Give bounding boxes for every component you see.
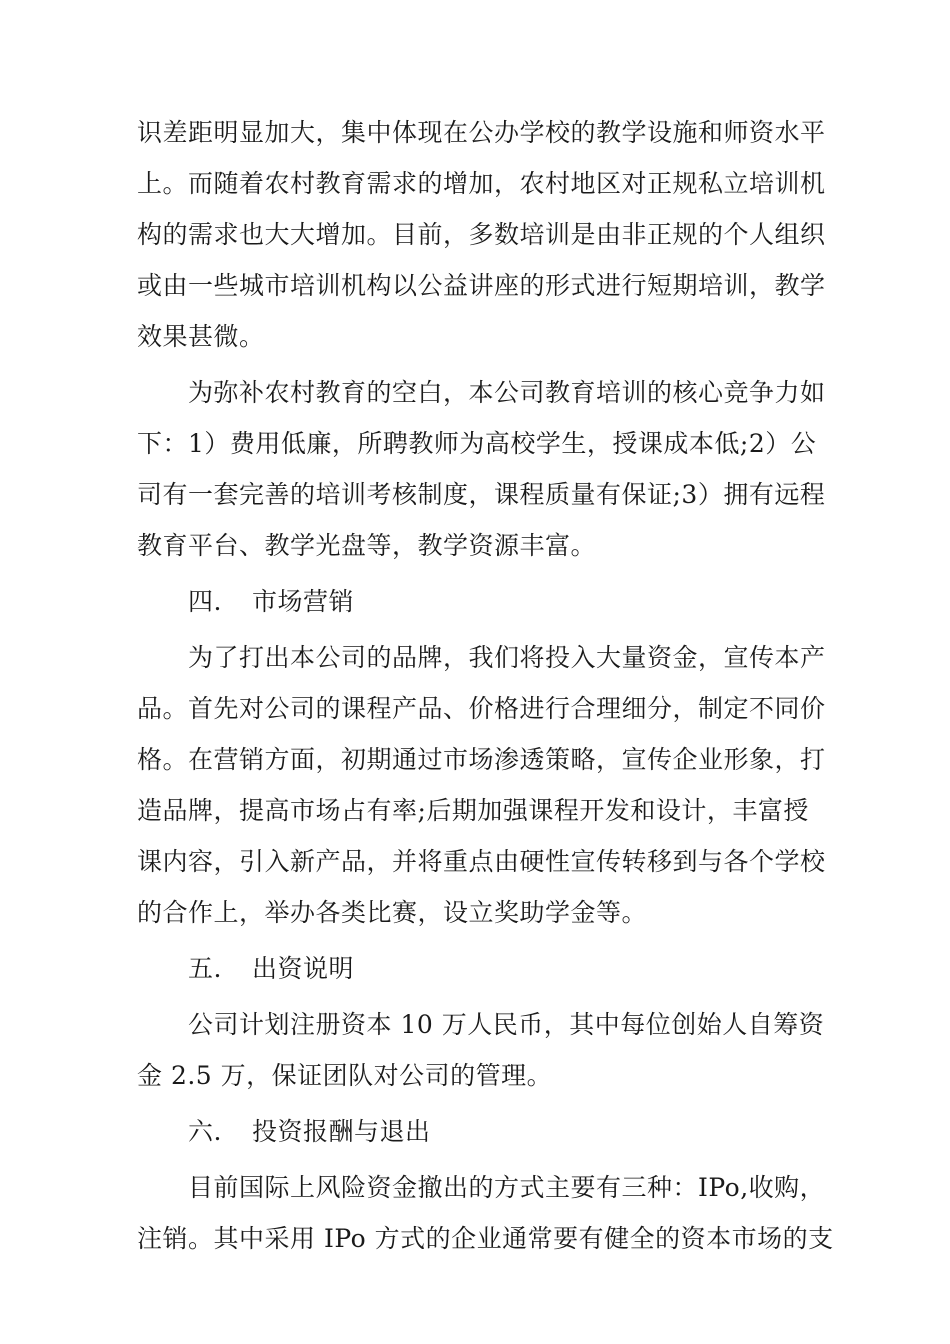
text-line: 金 2.5 万，保证团队对公司的管理。	[137, 1061, 553, 1090]
text-line: 注销。其中采用 IPo 方式的企业通常要有健全的资本市场的支	[137, 1224, 834, 1253]
text-line: 下：1）费用低廉，所聘教师为高校学生，授课成本低;2）公	[137, 429, 817, 458]
section-heading-returns	[137, 1106, 827, 1157]
section-title: 市场营销	[252, 587, 355, 616]
paragraph-continuation	[137, 107, 827, 362]
text-line: 课内容，引入新产品，并将重点由硬性宣传转移到与各个学校	[137, 847, 826, 876]
section-number: 五.	[188, 954, 222, 983]
text-line: 司有一套完善的培训考核制度，课程质量有保证;3）拥有远程	[137, 480, 826, 509]
text-line: 造品牌，提高市场占有率;后期加强课程开发和设计，丰富授	[137, 796, 809, 825]
text-line: 识差距明显加大，集中体现在公办学校的教学设施和师资水平	[137, 118, 826, 147]
text-line: 品。首先对公司的课程产品、价格进行合理细分，制定不同价	[137, 694, 826, 723]
paragraph-marketing	[137, 632, 827, 938]
section-title: 出资说明	[252, 954, 355, 983]
section-heading-marketing	[137, 576, 827, 627]
text-line: 或由一些城市培训机构以公益讲座的形式进行短期培训，教学	[137, 271, 826, 300]
document-body	[137, 107, 834, 1264]
text-line: 目前国际上风险资金撤出的方式主要有三种：IPo,收购，	[188, 1173, 826, 1202]
paragraph-competitiveness	[137, 367, 827, 571]
text-line: 教育平台、教学光盘等，教学资源丰富。	[137, 531, 597, 560]
section-heading-investment	[137, 943, 827, 994]
text-line: 为弥补农村教育的空白，本公司教育培训的核心竞争力如	[188, 378, 826, 407]
paragraph-capital	[137, 999, 827, 1101]
text-line: 上。而随着农村教育需求的增加，农村地区对正规私立培训机	[137, 169, 826, 198]
paragraph-exit	[137, 1162, 834, 1264]
text-line: 的合作上，举办各类比赛，设立奖助学金等。	[137, 898, 648, 927]
text-line: 构的需求也大大增加。目前，多数培训是由非正规的个人组织	[137, 220, 826, 249]
section-number: 四.	[188, 587, 222, 616]
text-line: 格。在营销方面，初期通过市场渗透策略，宣传企业形象，打	[137, 745, 826, 774]
text-line: 为了打出本公司的品牌，我们将投入大量资金，宣传本产	[188, 643, 826, 672]
text-line: 公司计划注册资本 10 万人民币，其中每位创始人自筹资	[188, 1010, 825, 1039]
section-title: 投资报酬与退出	[252, 1117, 431, 1146]
section-number: 六.	[188, 1117, 222, 1146]
text-line: 效果甚微。	[137, 322, 265, 351]
